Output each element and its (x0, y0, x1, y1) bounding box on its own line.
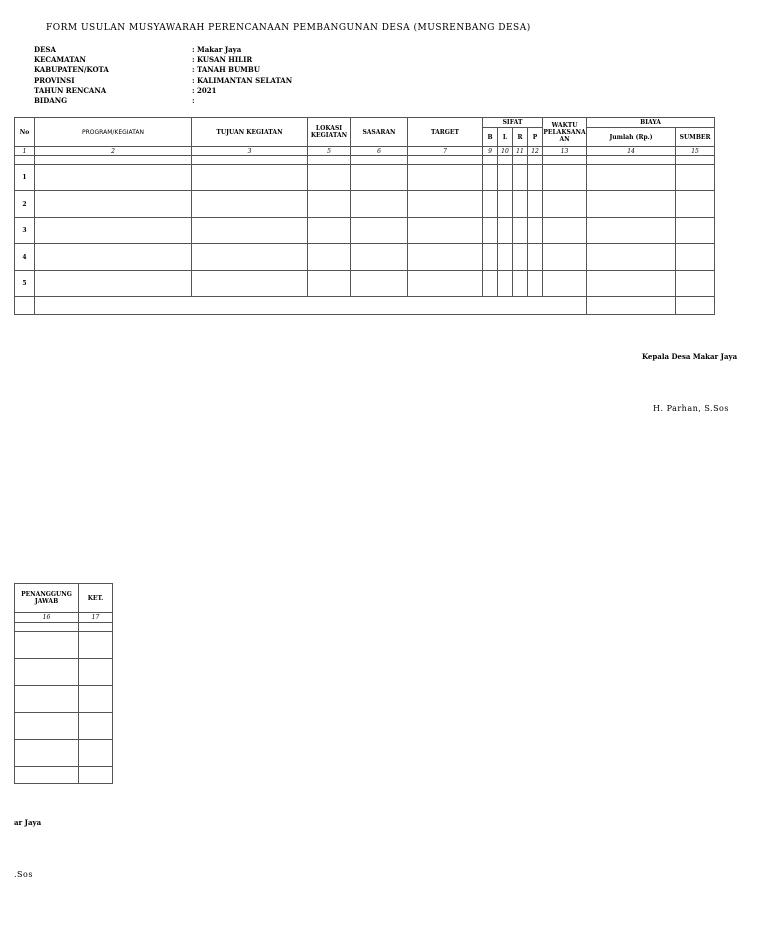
header-target: TARGET (408, 118, 483, 147)
info-row-desa: DESA : Makar Jaya (34, 45, 242, 54)
header-b: B (483, 128, 498, 147)
header-jumlah: Jumlah (Rp.) (587, 128, 676, 147)
info-row-tahun: TAHUN RENCANA : 2021 (34, 85, 217, 95)
table-row (15, 740, 113, 767)
table-spacer-row (15, 156, 715, 165)
header-sifat: SIFAT (483, 118, 543, 128)
header-r: R (513, 128, 528, 147)
table-row (15, 686, 113, 713)
table-row: 2 (15, 191, 715, 218)
table-row (15, 659, 113, 686)
table-row: 1 (15, 165, 715, 191)
signature-title: Kepala Desa Makar Jaya (642, 352, 738, 361)
header-no: No (15, 118, 35, 147)
info-row-kabupaten: KABUPATEN/KOTA : TANAH BUMBU (34, 65, 260, 75)
info-row-kecamatan: KECAMATAN : KUSAN HILIR (34, 55, 253, 65)
header-p: P (528, 128, 543, 147)
info-row-provinsi: PROVINSI : KALIMANTAN SELATAN (34, 75, 293, 85)
table-spacer-row (15, 623, 113, 632)
table-total-row (15, 297, 715, 315)
header-tujuan: TUJUAN KEGIATAN (192, 118, 308, 147)
table-row (15, 632, 113, 659)
header-l: L (498, 128, 513, 147)
table-row (15, 713, 113, 740)
header-program: PROGRAM/KEGIATAN (35, 118, 192, 147)
table-row: 3 (15, 218, 715, 244)
signature-name: H. Parhan, S.Sos (653, 404, 729, 413)
column-number-row-2: 16 17 (15, 613, 113, 623)
info-block (34, 45, 292, 106)
signature-title-continuation: ar Jaya (14, 818, 42, 827)
table-row: 5 (15, 271, 715, 297)
header-penanggung-jawab: PENANGGUNG JAWAB (15, 584, 79, 613)
table-total-row (15, 767, 113, 784)
table-row: 4 (15, 244, 715, 271)
info-row-bidang: BIDANG : (34, 96, 195, 106)
continuation-table (14, 583, 113, 784)
header-waktu: WAKTU PELAKSANAAN (543, 118, 587, 147)
signature-name-continuation: .Sos (14, 870, 33, 879)
header-biaya: BIAYA (587, 118, 715, 128)
header-ket: KET. (79, 584, 113, 613)
header-sasaran: SASARAN (351, 118, 408, 147)
column-number-row: 1 2 3 5 6 7 9 10 11 12 13 14 15 (15, 147, 715, 156)
header-lokasi: LOKASI KEGIATAN (308, 118, 351, 147)
header-sumber: SUMBER (676, 128, 715, 147)
usulan-table (14, 117, 715, 315)
page-title: FORM USULAN MUSYAWARAH PERENCANAAN PEMBANGUNAN DESA (MUSRENBANG DESA) (46, 23, 531, 33)
